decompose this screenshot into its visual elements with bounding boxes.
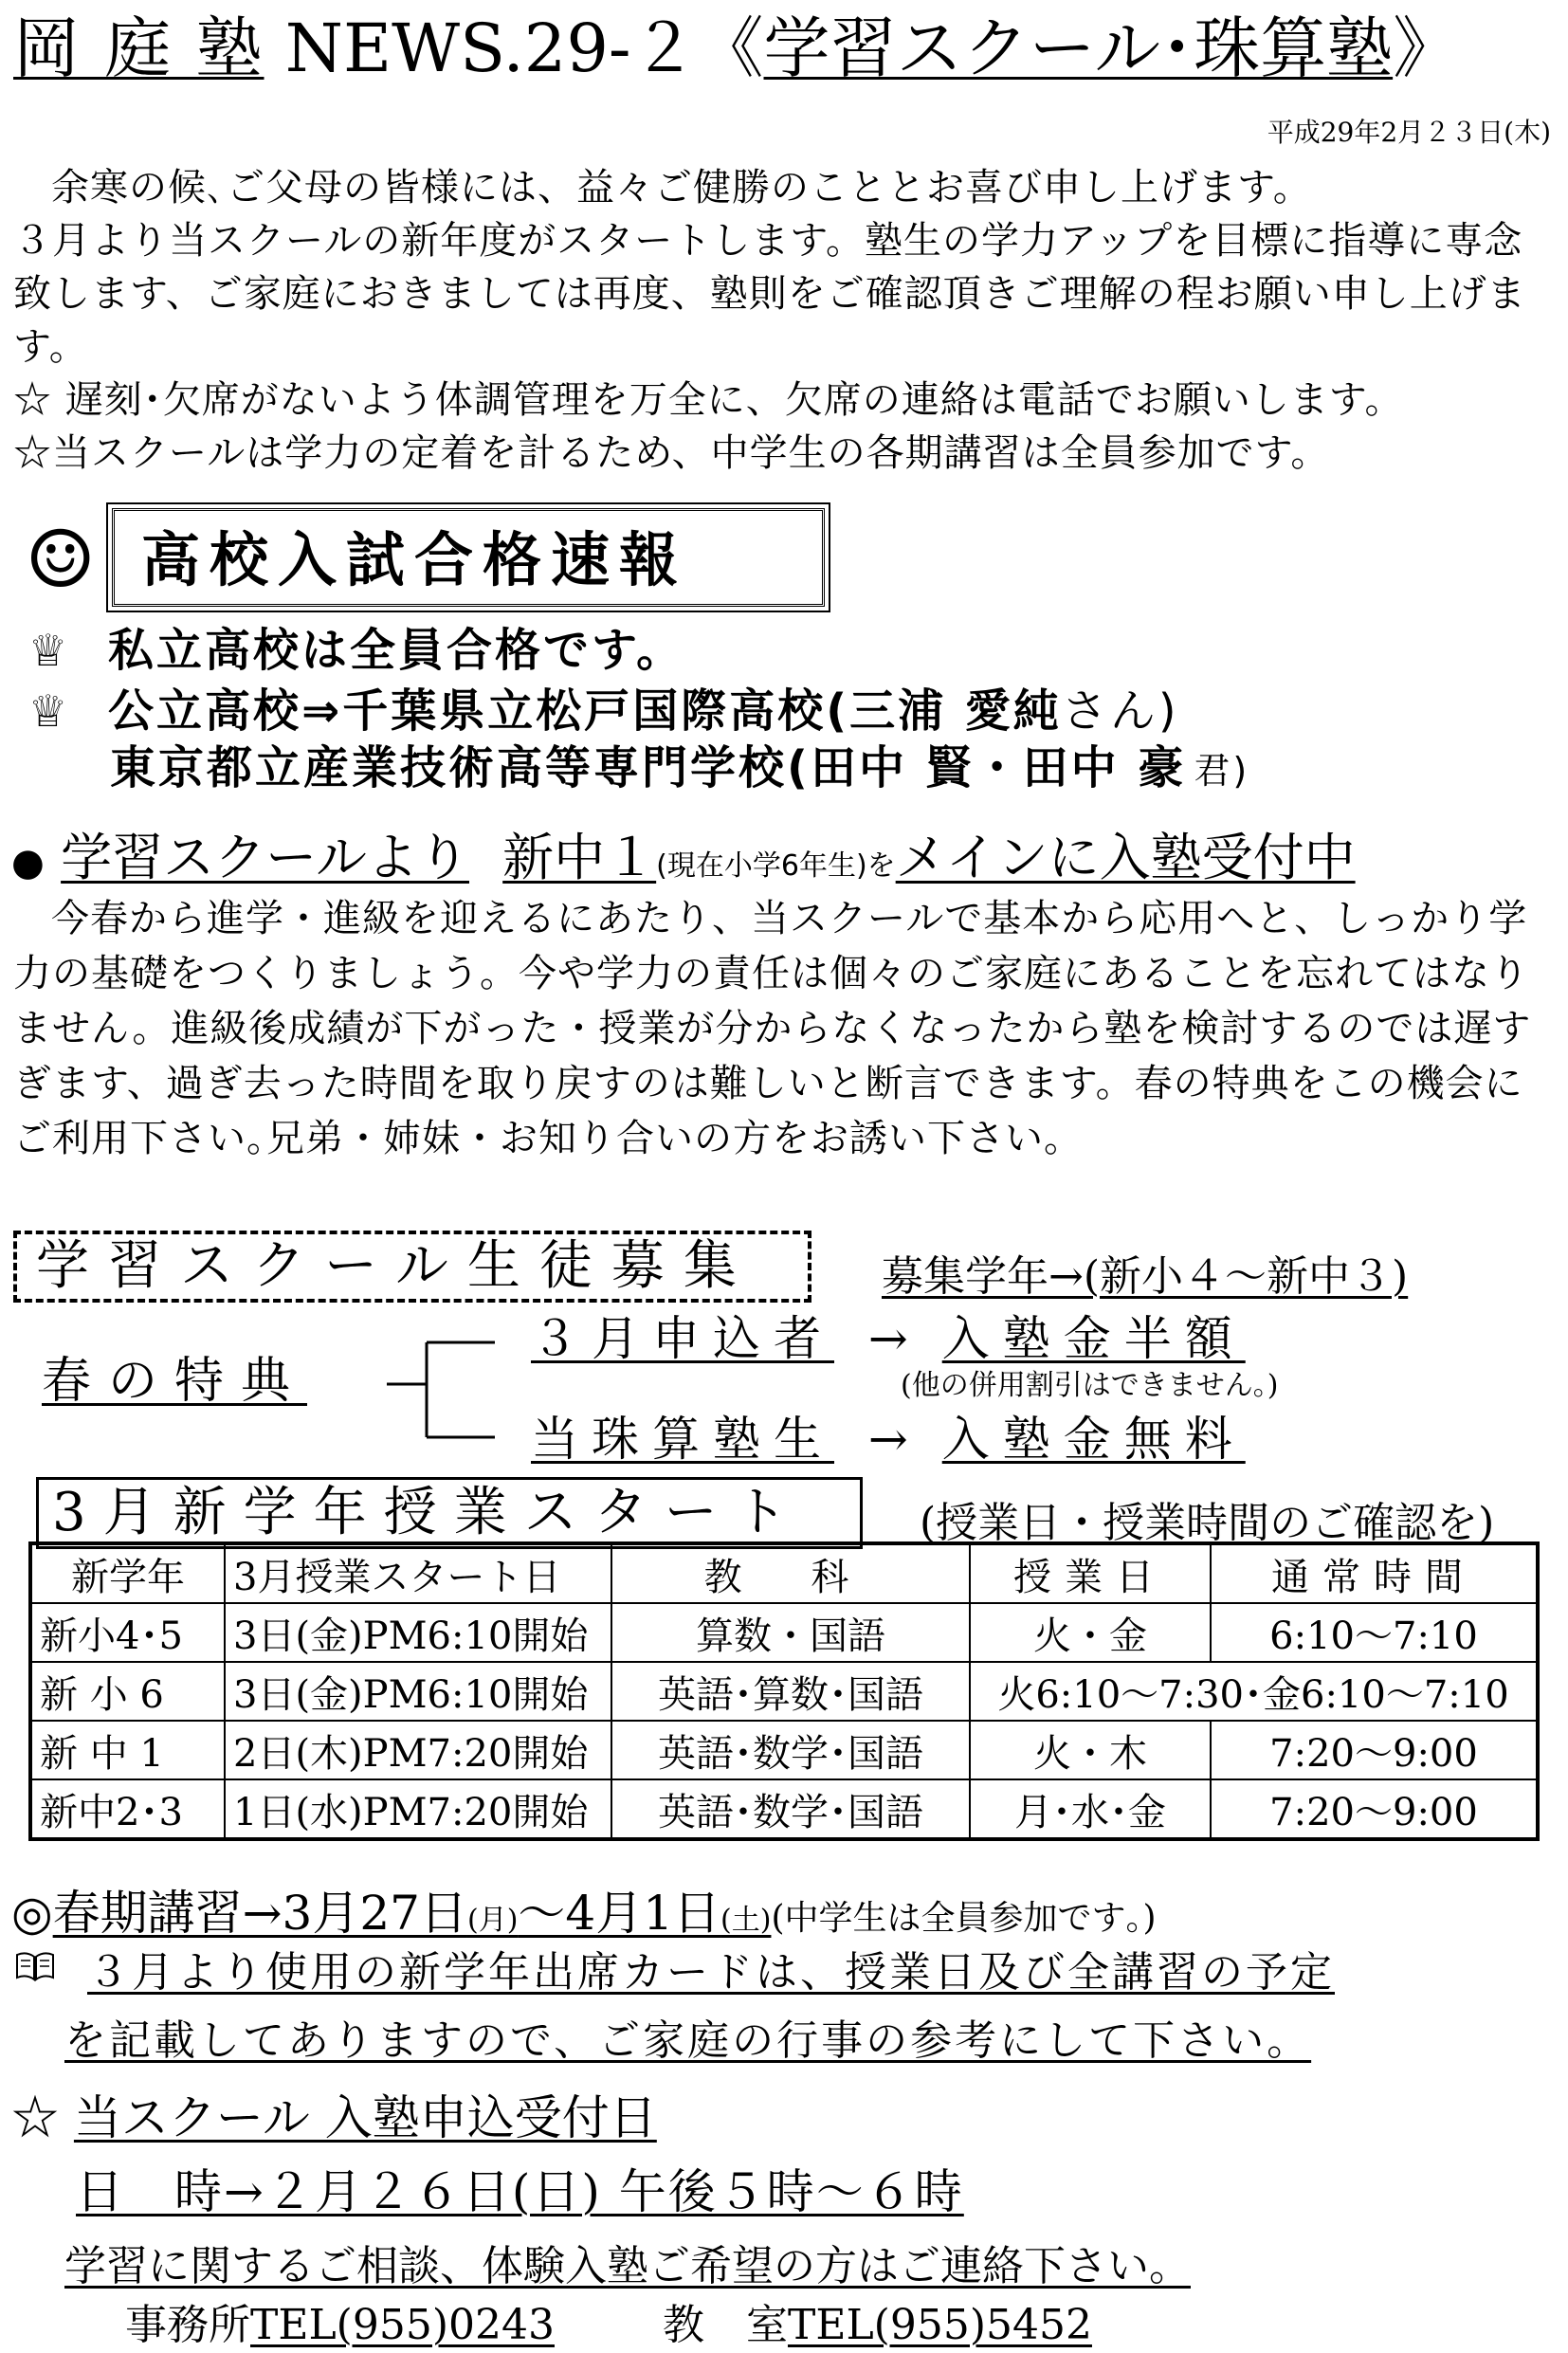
table-row: 新 小 6 3日(金)PM6:10開始 英語･算数･国語 火6:10～7:30･金6:10～7:10: [30, 1662, 1538, 1721]
school-name: 岡 庭 塾: [13, 9, 264, 87]
card-line-2: を記載してありますので、ご家庭の行事の参考にして下さい。: [64, 2016, 1312, 2065]
result-line-private: ♕ 私立高校は全員合格です。: [28, 624, 685, 677]
book-icon: [13, 1947, 57, 1985]
table-row: 新小4･5 3日(金)PM6:10開始 算数・国語 火・金 6:10～7:10: [30, 1603, 1538, 1662]
admission-heading: ☆ 当スクール 入塾申込受付日: [11, 2090, 657, 2145]
enroll-paragraph: 今春から進学・進級を迎えるにあたり、当スクールで基本から応用へと、しっかり学力の基礎をつくりましょう。今や学力の責任は個々のご家庭にあることを忘れてはなりません。進級後成績が下がった・授業が分からなくなったから塾を検討するのでは遅すぎます、過ぎ去った時間を取り戻すのは難しいと断言できます。春の特典をこの機会にご利用下さい｡兄弟・姉妹・お知り合いの方をお誘い下さい。: [13, 897, 1532, 1160]
star-icon: ☆: [11, 2090, 59, 2145]
bracket-connector-icon: [383, 1331, 497, 1454]
recruit-grades: 募集学年→(新小４～新中３): [882, 1252, 1409, 1301]
issue-date: 平成29年2月２３日(木): [1267, 117, 1551, 148]
greeting-paragraph: [13, 161, 1555, 480]
table-header-row: 新学年 3月授業スタート日 教 科 授業日 通常時間: [30, 1543, 1538, 1603]
smiley-icon: ☺: [25, 513, 97, 606]
title-bracket-close: 》: [1393, 9, 1460, 87]
benefit-2: 当珠算塾生 → 入塾金無料: [531, 1412, 1246, 1467]
schedule-heading: 3月新学年授業スタート: [36, 1477, 863, 1549]
office-phone[interactable]: TEL(955)0243: [250, 2301, 555, 2349]
benefit-1-note: (他の併用割引はできません｡): [901, 1369, 1279, 1402]
crown-icon: ♕: [28, 685, 71, 737]
result-line-tech: 東京都立産業技術高等専門学校(田中 賢・田中 豪 君): [110, 741, 1250, 794]
crown-icon: ♕: [28, 625, 71, 676]
enroll-heading: ● 学習スクールより 新中１(現在小学6年生)をメインに入塾受付中: [11, 828, 1356, 887]
spring-course: ◎春期講習→3月27日(月)～4月1日(土)(中学生は全員参加です｡): [11, 1886, 1157, 1941]
greeting-line-2: ３月より当スクールの新年度がスタートします。塾生の学力アップを目標に指導に専念致します、ご家庭におきましては再度、塾則をご確認頂きご理解の程お願い申し上げます。: [13, 219, 1526, 369]
recruit-box: 学習スクール生徒募集: [13, 1231, 811, 1303]
double-circle-icon: ◎: [11, 1886, 53, 1941]
result-line-public: ♕ 公立高校⇒千葉県立松戸国際高校(三浦 愛純さん): [28, 684, 1179, 738]
table-row: 新中2･3 1日(水)PM7:20開始 英語･数学･国語 月･水･金 7:20～9:00: [30, 1779, 1538, 1839]
greeting-line-1: 余寒の候､ご父母の皆様には、益々ご健勝のこととお喜び申し上げます。: [51, 166, 1312, 210]
newsletter-title: [13, 8, 1459, 91]
contact-line: 事務所TEL(955)0243 教 室TEL(955)5452: [125, 2301, 1092, 2349]
bullet-icon: ●: [11, 841, 45, 885]
news-number: NEWS.29-２: [284, 9, 698, 87]
classroom-phone[interactable]: TEL(955)5452: [787, 2301, 1092, 2349]
benefit-1: ３月申込者 → 入塾金半額: [531, 1311, 1246, 1366]
admission-datetime: 日 時→２月２６日(日) 午後５時～６時: [76, 2164, 964, 2219]
card-line-1: ３月より使用の新学年出席カードは、授業日及び全講習の予定: [87, 1948, 1335, 1997]
table-row: 新 中 1 2日(木)PM7:20開始 英語･数学･国語 火・木 7:20～9:00: [30, 1721, 1538, 1779]
schedule-note: (授業日・授業時間のご確認を): [920, 1499, 1495, 1547]
rule-note-2: ☆当スクールは学力の定着を計るため、中学生の各期講習は全員参加です。: [13, 431, 1330, 475]
school-subtitle: 学習スクール･珠算塾: [763, 9, 1394, 87]
rule-note-1: ☆ 遅刻･欠席がないよう体調管理を万全に、欠席の連絡は電話でお願いします。: [13, 378, 1404, 422]
schedule-table: [28, 1541, 1540, 1841]
title-bracket-open: 《: [697, 9, 764, 87]
spring-benefit-label: 春の特典: [42, 1353, 308, 1410]
exam-results-banner: 高校入試合格速報: [112, 508, 825, 607]
consultation-note: 学習に関するご相談、体験入塾ご希望の方はご連絡下さい。: [64, 2242, 1191, 2290]
